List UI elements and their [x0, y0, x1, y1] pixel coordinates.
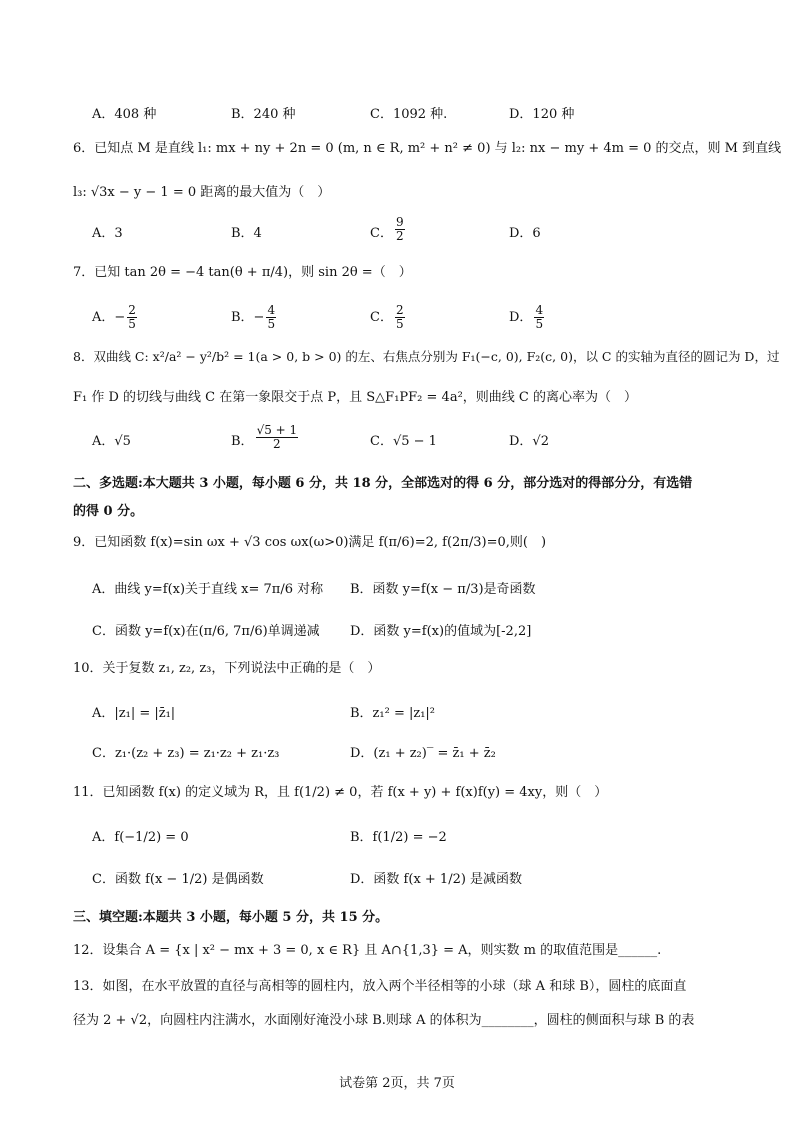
q13-stem-line1: 13．如图，在水平放置的直径与高相等的圆柱内，放入两个半径相等的小球（球 A 和球 B），圆柱的底面直: [73, 979, 687, 994]
q12-stem: 12．设集合 A = {x | x² − mx + 3 = 0, x ∈ R} 且 A∩{1,3} = A，则实数 m 的取值范围是______.: [73, 943, 662, 958]
q13-stem-line2: 径为 2 + √2，向圆柱内注满水，水面刚好淹没小球 B.则球 A 的体积为________，圆柱的侧面积与球 B 的表: [73, 1013, 695, 1028]
q6-c-num: 9: [395, 215, 404, 229]
page-footer: 试卷第 2页，共 7页: [339, 1076, 455, 1091]
q8-option-b: B． $\frac{√5 + 1}{2}$: [231, 423, 298, 451]
q6-option-a: A．3: [92, 226, 123, 241]
q9-option-a: A．曲线 y=f(x)关于直线 x= 7π/6 对称: [92, 582, 324, 597]
q6-options: [92, 215, 732, 243]
q11-stem: 11．已知函数 f(x) 的定义域为 R，且 f(1/2) ≠ 0，若 f(x + y) + f(x)f(y) = 4xy，则（ ）: [73, 785, 608, 800]
q8-options: [92, 423, 732, 451]
section2-heading-line1: 二、多选题:本大题共 3 小题，每小题 6 分，共 18 分，全部选对的得 6 分，部分选对的得部分分，有选错: [73, 476, 693, 491]
q10-option-c: C．z₁·(z₂ + z₃) = z₁·z₂ + z₁·z₃: [92, 746, 280, 761]
q10-stem: 10．关于复数 z₁, z₂, z₃，下列说法中正确的是（ ）: [73, 661, 381, 676]
q6-option-b: B．4: [231, 226, 262, 241]
section3-heading: 三、填空题:本题共 3 小题，每小题 5 分，共 15 分。: [73, 910, 389, 925]
q11-options-row2: [92, 868, 712, 887]
q5-options: [92, 103, 732, 122]
q6-stem-line1: 6．已知点 M 是直线 l₁: mx + ny + 2n = 0 (m, n ∈ R, m² + n² ≠ 0) 与 l₂: nx − my + 4m = 0 的交点，则 M 到直线: [73, 141, 782, 156]
q10-option-d: D．(z₁ + z₂)‾ = z̄₁ + z̄₂: [350, 746, 496, 761]
q11-option-b: B．f(1/2) = −2: [350, 830, 447, 845]
q11-options-row1: [92, 826, 712, 845]
q9-options-row2: [92, 620, 712, 639]
q8-option-d: D．√2: [509, 434, 549, 449]
q11-option-c: C．函数 f(x − 1/2) 是偶函数: [92, 872, 264, 887]
q9-options-row1: [92, 578, 712, 597]
q5-option-c: C．1092 种.: [370, 107, 448, 122]
q8-option-a: A．√5: [92, 434, 131, 449]
q7-option-a: A．− $\frac{2}{5}$: [92, 303, 136, 331]
q11-option-a: A．f(−1/2) = 0: [92, 830, 189, 845]
q5-option-d: D．120 种: [509, 107, 575, 122]
q8-stem-line1: 8．双曲线 C: x²/a² − y²/b² = 1(a > 0, b > 0) 的左、右焦点分别为 F₁(−c, 0), F₂(c, 0)，以 C 的实轴为直径的圆记为 D，过: [73, 349, 780, 364]
q6-c-den: 2: [395, 229, 404, 243]
q7-option-c: C． $\frac{2}{5}$: [370, 303, 404, 331]
q7-stem: 7．已知 tan 2θ = −4 tan(θ + π/4)，则 sin 2θ =（ ）: [73, 265, 412, 280]
section2-heading-line2: 的得 0 分。: [73, 504, 144, 519]
q10-option-a: A．|z₁| = |z̄₁|: [92, 706, 176, 721]
q5-option-b: B．240 种: [231, 107, 296, 122]
q6-stem-line2: l₃: √3x − y − 1 = 0 距离的最大值为（ ）: [73, 185, 331, 200]
q9-option-d: D．函数 y=f(x)的值域为[-2,2]: [350, 624, 532, 639]
q8-stem-line2: F₁ 作 D 的切线与曲线 C 在第一象限交于点 P，且 S△F₁PF₂ = 4a²，则曲线 C 的离心率为（ ）: [73, 390, 637, 405]
q8-option-c: C．√5 − 1: [370, 434, 437, 449]
q10-option-b: B．z₁² = |z₁|²: [350, 706, 436, 721]
q7-options: [92, 304, 732, 331]
q10-options-row1: [92, 702, 712, 721]
q9-option-c: C．函数 y=f(x)在(π/6, 7π/6)单调递减: [92, 624, 320, 639]
q10-options-row2: [92, 742, 712, 761]
q9-option-b: B．函数 y=f(x − π/3)是奇函数: [350, 582, 536, 597]
q6-option-d: D．6: [509, 226, 541, 241]
q6-option-c: C． $\frac{9}{2}$: [370, 215, 404, 243]
q7-option-d: D． $\frac{4}{5}$: [509, 303, 544, 331]
q11-option-d: D．函数 f(x + 1/2) 是减函数: [350, 872, 523, 887]
q7-option-b: B．− $\frac{4}{5}$: [231, 303, 276, 331]
q5-option-a: A．408 种: [92, 107, 157, 122]
q9-stem: 9．已知函数 f(x)=sin ωx + √3 cos ωx(ω>0)满足 f(π/6)=2, f(2π/3)=0,则( ): [73, 535, 547, 550]
